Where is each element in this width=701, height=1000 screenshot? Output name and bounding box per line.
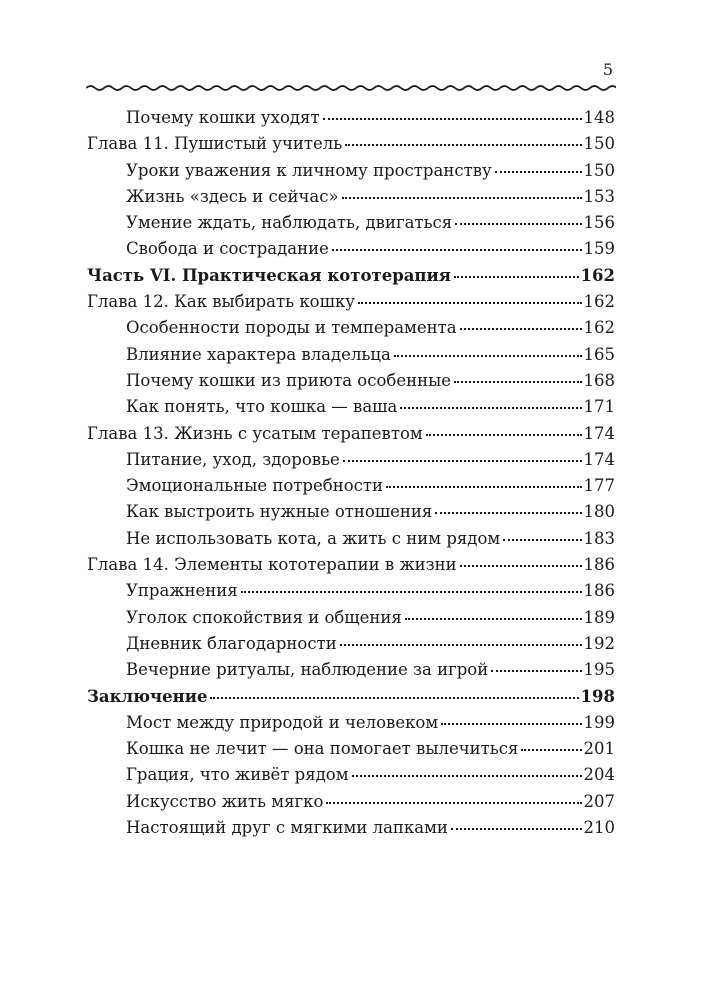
toc-dot-leader [358, 302, 582, 304]
toc-entry[interactable] [87, 315, 615, 341]
toc-entry[interactable] [87, 473, 615, 499]
toc-dot-leader [323, 118, 582, 120]
toc-entry-title: Дневник благодарности [126, 633, 337, 653]
toc-entry-title: Кошка не лечит — она помогает вылечиться [126, 739, 519, 759]
toc-dot-leader [426, 434, 582, 436]
toc-entry-title: Заключение [87, 686, 208, 706]
toc-dot-leader [352, 775, 582, 777]
toc-page-number: 162 [580, 265, 615, 285]
toc-page-number: 204 [583, 765, 615, 785]
toc-dot-leader [503, 539, 581, 541]
toc-entry[interactable] [87, 184, 615, 210]
toc-entry[interactable] [87, 815, 615, 841]
toc-entry-title: Упражнения [126, 581, 238, 601]
toc-entry[interactable] [87, 131, 615, 157]
toc-dot-leader [332, 249, 582, 251]
toc-dot-leader [343, 460, 582, 462]
toc-page-number: 198 [580, 686, 615, 706]
toc-entry[interactable] [87, 552, 615, 578]
toc-entry[interactable] [87, 289, 615, 315]
toc-page-number: 201 [583, 739, 615, 759]
toc-entry[interactable] [87, 210, 615, 236]
toc-page-number: 207 [583, 791, 615, 811]
toc-dot-leader [451, 828, 582, 830]
toc-dot-leader [454, 381, 582, 383]
toc-entry-title: Умение ждать, наблюдать, двигаться [126, 213, 453, 233]
toc-page-number: 186 [583, 555, 615, 575]
toc-entry-title: Почему кошки из приюта особенные [126, 370, 451, 390]
toc-entry-title: Глава 14. Элементы кототерапии в жизни [87, 555, 457, 575]
toc-dot-leader [394, 355, 582, 357]
toc-dot-leader [455, 223, 581, 225]
toc-page-number: 189 [583, 607, 615, 627]
toc-page-number: 177 [583, 476, 615, 496]
toc-dot-leader [386, 486, 582, 488]
toc-entry-title: Уголок спокойствия и общения [126, 607, 402, 627]
toc-entry[interactable] [87, 368, 615, 394]
toc-dot-leader [405, 618, 582, 620]
toc-dot-leader [454, 276, 579, 278]
toc-page-number: 180 [583, 502, 615, 522]
toc-entry[interactable] [87, 657, 615, 683]
toc-page-number: 156 [583, 213, 615, 233]
toc-dot-leader [345, 144, 581, 146]
toc-entry[interactable] [87, 105, 615, 131]
toc-page-number: 150 [583, 160, 615, 180]
toc-entry[interactable] [87, 605, 615, 631]
toc-page-number: 174 [583, 423, 615, 443]
toc-page-number: 162 [583, 292, 615, 312]
toc-dot-leader [460, 565, 582, 567]
toc-dot-leader [210, 697, 578, 699]
toc-page-number: 148 [583, 108, 615, 127]
toc-entry[interactable] [87, 710, 615, 736]
toc-dot-leader [495, 171, 582, 173]
toc-page-number: 153 [583, 186, 615, 206]
toc-page-number: 192 [583, 633, 615, 653]
toc-entry[interactable] [87, 421, 615, 447]
toc-page-number: 150 [583, 134, 615, 154]
toc-entry-title: Эмоциональные потребности [126, 476, 383, 496]
toc-dot-leader [491, 670, 581, 672]
toc-entry[interactable] [87, 263, 615, 289]
toc-dot-leader [441, 723, 581, 725]
toc-page-number: 165 [583, 344, 615, 364]
toc-entry[interactable] [87, 736, 615, 762]
toc-entry-title: Грация, что живёт рядом [126, 765, 349, 785]
toc-page-number: 183 [583, 528, 615, 548]
toc-dot-leader [435, 512, 581, 514]
table-of-contents [87, 105, 615, 841]
toc-entry-title: Влияние характера владельца [126, 344, 391, 364]
toc-page-number: 210 [583, 818, 615, 838]
toc-entry-title: Свобода и сострадание [126, 239, 329, 259]
toc-entry-title: Мост между природой и человеком [126, 712, 439, 732]
toc-entry[interactable] [87, 236, 615, 262]
toc-page-number: 199 [583, 712, 615, 732]
toc-dot-leader [342, 197, 582, 199]
toc-entry-title: Глава 11. Пушистый учитель [87, 134, 343, 154]
toc-entry-title: Вечерние ритуалы, наблюдение за игрой [126, 660, 489, 680]
toc-entry[interactable] [87, 578, 615, 604]
toc-dot-leader [340, 644, 582, 646]
toc-entry[interactable] [87, 447, 615, 473]
toc-entry-title: Искусство жить мягко [126, 791, 324, 811]
toc-entry[interactable] [87, 394, 615, 420]
toc-dot-leader [521, 749, 581, 751]
toc-page-number: 195 [583, 660, 615, 680]
toc-page-number: 174 [583, 449, 615, 469]
toc-entry[interactable] [87, 526, 615, 552]
toc-entry-title: Почему кошки уходят [126, 108, 320, 127]
toc-entry-title: Жизнь «здесь и сейчас» [126, 186, 339, 206]
toc-entry[interactable] [87, 684, 615, 710]
toc-entry-title: Особенности породы и темперамента [126, 318, 457, 338]
toc-entry-title: Уроки уважения к личному пространству [126, 160, 492, 180]
toc-entry[interactable] [87, 762, 615, 788]
toc-page-number: 186 [583, 581, 615, 601]
toc-entry-title: Глава 13. Жизнь с усатым терапевтом [87, 423, 423, 443]
toc-dot-leader [241, 591, 582, 593]
toc-entry-title: Глава 12. Как выбирать кошку [87, 292, 355, 312]
toc-entry-title: Часть VI. Практическая кототерапия [87, 265, 451, 285]
toc-entry[interactable] [87, 631, 615, 657]
toc-entry-title: Не использовать кота, а жить с ним рядом [126, 528, 501, 548]
toc-entry[interactable] [87, 789, 615, 815]
toc-entry[interactable] [87, 342, 615, 368]
toc-entry-title: Как выстроить нужные отношения [126, 502, 433, 522]
toc-page-number: 162 [583, 318, 615, 338]
wavy-divider [86, 78, 616, 98]
toc-entry[interactable] [87, 499, 615, 525]
toc-entry-title: Питание, уход, здоровье [126, 449, 340, 469]
toc-page-number: 159 [583, 239, 615, 259]
page-number: 5 [602, 60, 613, 79]
toc-dot-leader [400, 407, 581, 409]
toc-dot-leader [460, 328, 582, 330]
toc-page-number: 168 [583, 370, 615, 390]
toc-dot-leader [326, 802, 581, 804]
toc-entry-title: Настоящий друг с мягкими лапками [126, 818, 448, 838]
toc-page-number: 171 [583, 397, 615, 417]
toc-entry[interactable] [87, 158, 615, 184]
toc-entry-title: Как понять, что кошка — ваша [126, 397, 398, 417]
